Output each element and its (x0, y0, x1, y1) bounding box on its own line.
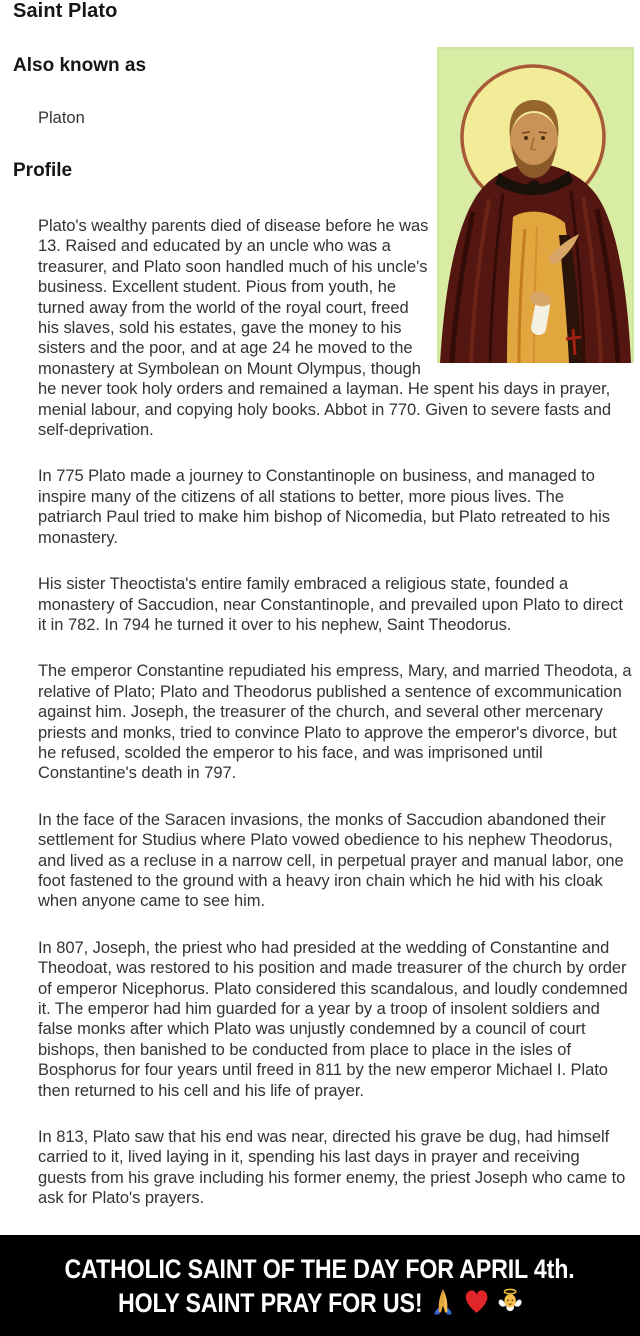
profile-paragraph: The emperor Constantine repudiated his empress, Mary, and married Theodota, a relative of Plato; Plato and Theodorus published a sentence of excommunication against him. Joseph, the treasurer of the church, and several other mercenary priests and monks, tried to convince Plato to approve the emperor's divorce, but he refused, scolded the emperor to his face, and was imprisoned until Constantine's death in 797. (38, 662, 632, 783)
also-known-as-value: Platon (38, 109, 85, 127)
page-title: Saint Plato (13, 0, 118, 22)
baby-angel-icon (497, 1287, 523, 1317)
profile-paragraph: In the face of the Saracen invasions, the monks of Saccudion abandoned their settlement for Studius where Plato vowed obedience to his nephew Theodorus, and lived as a recluse in a narrow cell, in perpetual prayer and manual labor, one foot fastened to the ground with a heavy iron chain which he hid with his cloak when anyone came to see him. (38, 810, 624, 911)
banner-line-1: CATHOLIC SAINT OF THE DAY FOR APRIL 4th. (64, 1253, 576, 1284)
profile-heading: Profile (13, 160, 73, 181)
banner-emojis-text (422, 1286, 423, 1287)
red-heart-icon (463, 1287, 489, 1317)
profile-paragraph: His sister Theoctista's entire family embraced a religious state, founded a monastery of Saccudion, near Constantinople, and prevailed upon Plato to direct it in 782. In 794 he turned it over to his nephew, Saint Theodorus. (38, 575, 623, 634)
saint-icon-graphic (437, 47, 634, 363)
profile-paragraph: In 807, Joseph, the priest who had presided at the wedding of Constantine and Theodoat, was restored to his position and made treasurer of the church by order of emperor Nicephorus. Plato considered this scandalous, and loudly condemned it. The emperor had him guarded for a year by a troop of insolent soldiers and false monks after which Plato was unjustly condemned by a council of court bishops, then banished to be conducted from place to place in the isles of Bosphorus for four years until freed in 811 by the new emperor Michael I. Plato then returned to his cell and his life of prayer. (38, 938, 628, 1100)
saint-of-the-day-banner (0, 1235, 640, 1336)
profile-paragraph: In 813, Plato saw that his end was near, directed his grave be dug, had himself carried to it, lived laying in it, spending his last days in prayer and receiving guests from his grave including his former enemy, the priest Joseph who came to ask for Plato's prayers. (38, 1128, 626, 1208)
profile-paragraph: In 775 Plato made a journey to Constantinople on business, and managed to inspire many of the citizens of all stations to better, more pious lives. The patriarch Paul tried to make him bishop of Nicomedia, but Plato retreated to his monastery. (38, 467, 610, 547)
profile-paragraph: Plato's wealthy parents died of disease before he was 13. Raised and educated by an uncle who was a treasurer, and Plato soon handled much of his uncle's business. Excellent student. Pious from youth, he turned away from the world of the royal court, freed his slaves, sold his estates, gave the money to his sisters and the poor, and at age 24 he moved to the monastery at Symbolean on Mount Olympus, though he never took holy orders and remained a layman. He spent his days in prayer, menial labour, and copying holy books. Abbot in 770. Given to severe fasts and self-deprivation. (38, 217, 612, 440)
also-known-as-heading: Also known as (13, 55, 147, 76)
banner-line-2 (117, 1286, 522, 1320)
saint-plato-icon-image (437, 47, 634, 363)
prayer-hands-icon (430, 1287, 456, 1317)
banner-line-2-text: HOLY SAINT PRAY FOR US! (117, 1287, 422, 1318)
